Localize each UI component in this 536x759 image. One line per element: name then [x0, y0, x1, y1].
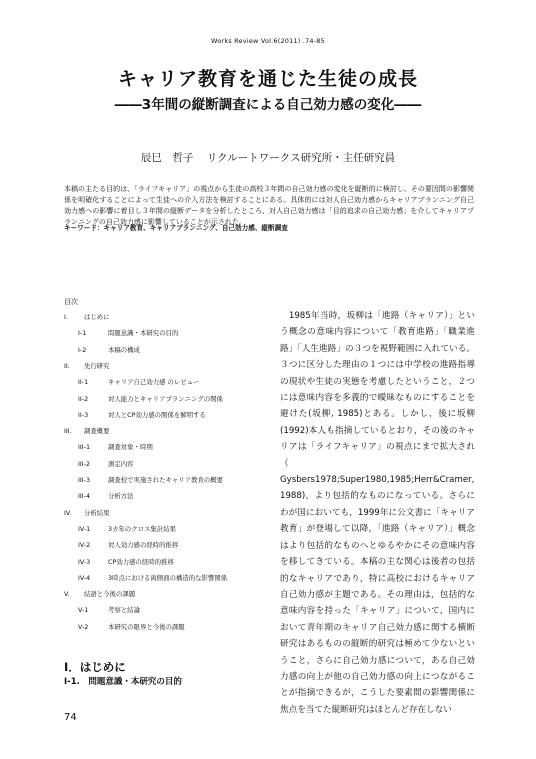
toc-item-number: II-2 [78, 394, 89, 403]
toc-item [64, 589, 135, 598]
toc-item-label: 結語と今後の課題 [84, 590, 136, 599]
toc-item-number: IV-1 [78, 524, 91, 533]
toc-item [78, 377, 200, 386]
toc-item-label: 分析結果 [84, 508, 110, 517]
toc-item-label: 測定内容 [108, 459, 134, 468]
toc-item [64, 361, 110, 370]
author-name: 辰巳 哲子 [140, 152, 194, 164]
toc-item-number: III. [64, 427, 72, 436]
toc-item [78, 524, 176, 533]
section-heading: I．はじめに [64, 660, 126, 674]
toc-item-label: 対人効力感の経時的推移 [108, 541, 179, 550]
toc-item-number: III-3 [78, 476, 91, 484]
author-affiliation: リクルートワークス研究所・主任研究員 [206, 152, 396, 164]
toc-item-label: キャリア自己効力感 のレビュー [108, 378, 200, 387]
toc-item [78, 328, 178, 337]
toc-item-number: II. [64, 361, 70, 370]
toc-item-number: II-1 [78, 378, 89, 387]
toc-item-label: 先行研究 [84, 361, 110, 370]
toc-item-number: V-1 [78, 606, 89, 615]
toc-item-number: I. [64, 313, 68, 321]
toc-item-number: IV-4 [78, 573, 91, 582]
toc-item [64, 426, 110, 435]
toc-item [64, 508, 110, 517]
author-line [0, 150, 536, 165]
toc-item-number: IV-2 [78, 541, 91, 550]
toc-item-number: V-2 [78, 622, 89, 631]
toc-item-number: IV-3 [78, 557, 91, 566]
toc-item-label: 3カ年のクロス集計結果 [108, 524, 176, 533]
keywords: キーワード：キャリア教育、キャリアプランニング、自己効力感、縦断調査 [64, 224, 288, 232]
toc-item-number: II-3 [78, 410, 89, 419]
paper-title: キャリア教育を通じた生徒の成長 [117, 68, 418, 90]
toc-item-label: 考察と結論 [108, 606, 140, 615]
toc-item [78, 394, 223, 403]
toc-item [78, 605, 140, 614]
body-text: 1985年当時，坂柳は「進路（キャリア）」という概念の意味内容について「教育進路」「職業進路」「人生進路」の３つを視野範囲に入れている。３つに区分した理由の１つには中学校の進路指導の現状や生徒の実態を考慮したということ，２つには意味内容を多義的で曖昧なものにすることを避けた(坂柳, 1985)とある。しかし，後に坂柳(1992)本人も指摘しているとおり，その後のキャリアは「ライフキャリア」の視点にまで拡大され（ Gysbers1978;Super1980,1985;Herr&Cramer, 1988)，より包括的なものになっている。さらにわが国においても，1999年に公文書に「キャリア教育」が登場して以降，「進路（キャリア）」概念はより包括的なものへとゆるやかにその意味内容を移してきている。本稿の主な関心は後者の包括的なキャリアであり，特に高校におけるキャリア自己効力感が主題である。その理由は，包括的な意味内容を持った「キャリア」について，国内において青年期のキャリア自己効力感に関する横断研究はあるものの縦断的研究は極めて少ないということ，さらに自己効力感について，ある自己効力感の向上が他の自己効力感の向上につながることが指摘できるが，こうした要素間の影響関係に焦点を当てた縦断研究はほとんど存在しない [280, 311, 475, 715]
toc-item [78, 491, 134, 500]
toc-item-number: I-1 [78, 329, 87, 338]
toc-item-label: 本研究の限界と今後の課題 [108, 622, 185, 631]
toc-item-number: I-2 [78, 345, 87, 354]
toc-item-label: 対人能力とキャリアプランニングの関係 [108, 394, 223, 403]
abstract: 本稿の主たる目的は、「ライフキャリア」の視点から生徒の高校３年間の自己効力感の変化を縦断的に検討し、その要因間の影響関係を明確化することによって生徒への介入方法を検討することにある。具体的には対人自己効力感からキャリアプランニング自己効力感への影響に着目し３年間の縦断データを分析したところ、対人自己効力感は「目的追求の自己効力感」を介してキャリアプランニングの自己効力感に影響していることが示された。 [64, 185, 474, 226]
toc-item [78, 459, 134, 468]
toc-item-label: 本稿の構成 [108, 345, 140, 354]
toc-item-label: 調査概要 [84, 427, 110, 436]
toc-item-label: CP効力感の経時的推移 [108, 557, 174, 566]
toc-item [78, 573, 227, 582]
toc-item-label: 調査校で実施されたキャリア教育の概要 [108, 476, 224, 484]
toc-item [78, 540, 178, 549]
toc-item-number: III-2 [78, 459, 91, 468]
toc-item-label: 問題意識・本研究の目的 [108, 329, 179, 338]
toc-item [78, 475, 223, 484]
toc-title: 目次 [64, 298, 78, 306]
toc-item-number: III-1 [78, 443, 91, 452]
toc-item [78, 410, 206, 419]
toc-item-label: 調査対象・時期 [108, 443, 153, 452]
toc-item-label: はじめに [84, 313, 110, 321]
toc-item-label: 対人とCP効力感の関係を解明する [108, 410, 206, 419]
toc-item [78, 557, 174, 566]
toc-item-number: IV. [64, 508, 72, 517]
page-number: 74 [64, 712, 77, 723]
toc-item [64, 312, 110, 321]
toc-item-label: 分析方法 [108, 492, 134, 501]
toc-item-label: 3時点における両側面の構造的な影響関係 [108, 573, 228, 582]
toc-item-number: III-4 [78, 492, 91, 501]
toc-item [78, 345, 140, 354]
journal-header: Works Review Vol.6(2011) .74-85 [211, 37, 325, 45]
paper-subtitle: ――3年間の縦断調査による自己効力感の変化―― [114, 97, 422, 113]
toc-item [78, 622, 185, 631]
subsection-heading: I-1. 問題意識・本研究の目的 [64, 677, 182, 687]
toc-item-number: V. [64, 590, 70, 599]
toc-item [78, 442, 153, 451]
